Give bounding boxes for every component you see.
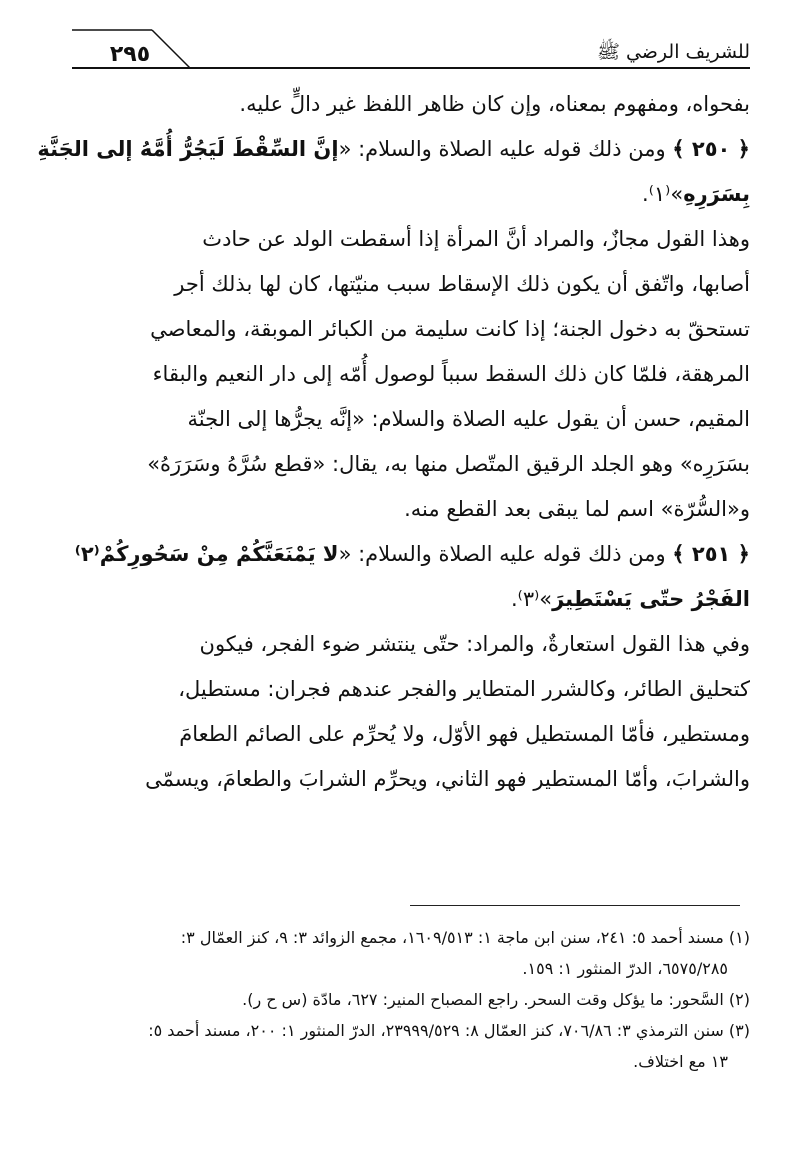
text-line: ومستطير، فأمّا المستطيل فهو الأوّل، ولا يُحرِّم على الصائم الطعامَ — [179, 722, 750, 746]
main-text — [37, 82, 750, 802]
hadith-text: بِسَرَرِهِ — [683, 182, 750, 206]
text-line: تستحقّ به دخول الجنة؛ إذا كانت سليمة من الكبائر الموبقة، والمعاصي — [150, 317, 750, 341]
footnotes — [72, 922, 750, 1077]
entry-251-line-2 — [72, 577, 750, 622]
page-header — [72, 28, 750, 70]
hadith-text: إنَّ السِّقْطَ لَيَجُرُّ أُمَّهُ إلى الجَنَّةِ — [37, 137, 339, 161]
running-head: للشريف الرضي ﷺ — [596, 41, 750, 63]
text-line: أصابها، واتّفق أن يكون ذلك الإسقاط سبب منيّتها، كان لها بذلك أجر — [174, 272, 750, 296]
footnote-2: (٢) السَّحور: ما يؤكل وقت السحر. راجع المصباح المنير: ٦٢٧، مادّة (س ح ر). — [242, 990, 750, 1009]
text-line: و«السُّرّة» اسم لما يبقى بعد القطع منه. — [404, 497, 750, 521]
footnote-3: (٣) سنن الترمذي ٣: ٧٠٦/٨٦، كنز العمّال ٨: ٢٣٩٩٩/٥٢٩، الدرّ المنثور ١: ٢٠٠، مسند أحمد ٥: — [148, 1021, 750, 1040]
text-line: بفحواه، ومفهوم بمعناه، وإن كان ظاهر اللفظ غير دالٍّ عليه. — [239, 92, 750, 116]
text-line: المرهقة، فلمّا كان ذلك السقط سبباً لوصول أُمّه إلى دار النعيم والبقاء — [152, 362, 750, 386]
footnote-3-continuation: ١٣ مع اختلاف. — [633, 1052, 728, 1071]
text-line: بسَرَرِه» وهو الجلد الرقيق المتّصل منها به، يقال: «قطع سُرَّهُ وسَرَرَهُ» — [147, 452, 750, 476]
hadith-tail: »⁽١⁾. — [642, 182, 684, 206]
entry-250-line-1 — [37, 127, 750, 172]
footnote-1-continuation: ٦٥٧٥/٢٨٥، الدرّ المنثور ١: ١٥٩. — [522, 959, 728, 978]
entry-number: ﴿ ٢٥١ ﴾ — [672, 542, 750, 566]
hadith-tail: »⁽٣⁾. — [510, 587, 553, 611]
footnote-1: (١) مسند أحمد ٥: ٢٤١، سنن ابن ماجة ١: ١٦٠٩/٥١٣، مجمع الزوائد ٣: ٩، كنز العمّال ٣: — [180, 928, 750, 947]
page-number: ٢٩٥ — [109, 42, 151, 67]
entry-intro: ومن ذلك قوله عليه الصلاة والسلام: « — [338, 137, 666, 161]
hadith-text: لا يَمْنَعَنَّكُمْ مِنْ سَحُورِكُمْ⁽٢⁾ — [74, 542, 339, 566]
footnote-divider — [410, 905, 740, 906]
text-line: وهذا القول مجازٌ، والمراد أنَّ المرأة إذا أسقطت الولد عن حادث — [202, 227, 750, 251]
text-line: كتحليق الطائر، وكالشرر المتطاير والفجر عندهم فجران: مستطيل، — [178, 677, 750, 701]
hadith-text: الفَجْرُ حتّى يَسْتَطِيرَ — [552, 587, 750, 611]
entry-250-line-2 — [72, 172, 750, 217]
text-line: والشرابَ، وأمّا المستطير فهو الثاني، ويحرِّم الشرابَ والطعامَ، ويسمّى — [145, 767, 750, 791]
entry-number: ﴿ ٢٥٠ ﴾ — [672, 137, 750, 161]
entry-251-line-1 — [72, 532, 750, 577]
text-line: المقيم، حسن أن يقول عليه الصلاة والسلام: «إنَّه يجرُّها إلى الجنّة — [187, 407, 750, 431]
entry-intro: ومن ذلك قوله عليه الصلاة والسلام: « — [338, 542, 666, 566]
text-line: وفي هذا القول استعارةٌ، والمراد: حتّى ينتشر ضوء الفجر، فيكون — [199, 632, 750, 656]
